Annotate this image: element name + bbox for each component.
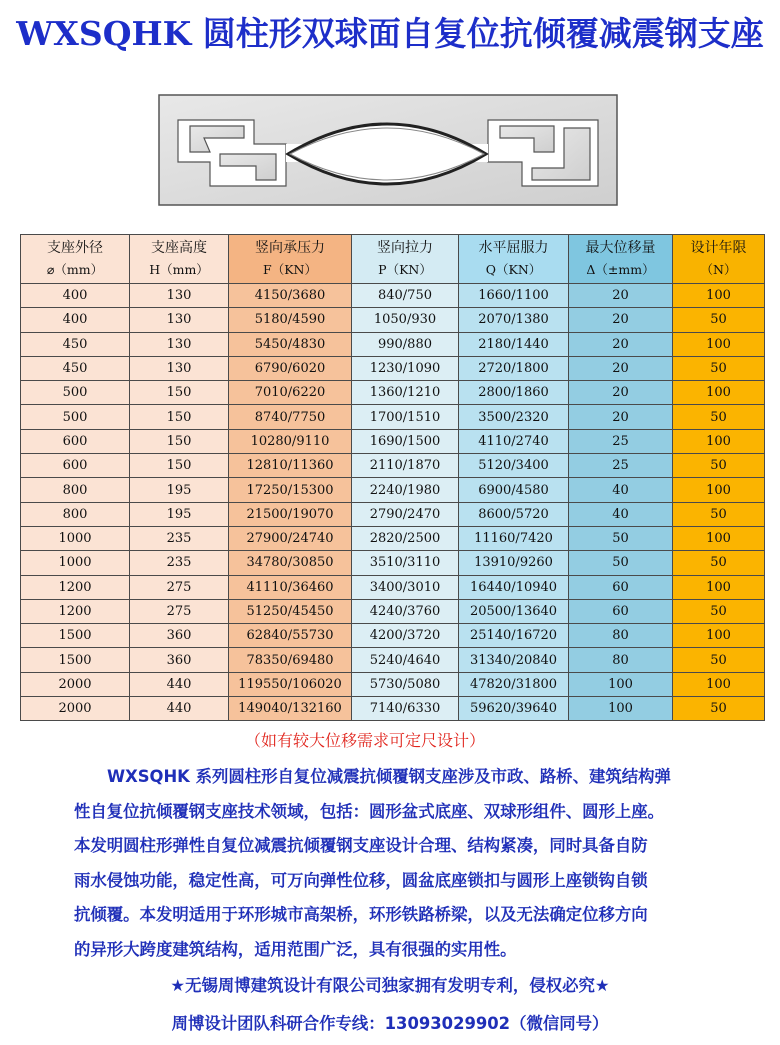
table-cell: 50 <box>673 502 765 526</box>
table-cell: 7010/6220 <box>229 381 352 405</box>
table-row <box>21 502 765 526</box>
table-cell: 50 <box>673 599 765 623</box>
table-cell: 150 <box>130 381 229 405</box>
table-cell: 450 <box>21 332 130 356</box>
product-description <box>74 760 724 967</box>
table-cell: 50 <box>673 405 765 429</box>
custom-size-note: （如有较大位移需求可定尺设计） <box>244 731 485 750</box>
table-cell: 1230/1090 <box>352 356 459 380</box>
table-cell: 20500/13640 <box>459 599 569 623</box>
table-cell: 20 <box>569 381 673 405</box>
description-line: 抗倾覆。本发明适用于环形城市高架桥，环形铁路桥梁，以及无法确定位移方向 <box>74 905 648 924</box>
description-line: 性自复位抗倾覆钢支座技术领域，包括：圆形盆式底座、双球形组件、圆形上座。 <box>74 801 665 821</box>
header-max-displacement <box>569 235 673 284</box>
header-unit: （N） <box>700 262 737 277</box>
table-row <box>21 356 765 380</box>
table-cell: 13910/9260 <box>459 551 569 575</box>
table-row <box>21 308 765 332</box>
header-label: 支座外径 <box>47 240 103 256</box>
table-cell: 40 <box>569 502 673 526</box>
table-cell: 51250/45450 <box>229 599 352 623</box>
table-cell: 16440/10940 <box>459 575 569 599</box>
table-row <box>21 332 765 356</box>
table-cell: 21500/19070 <box>229 502 352 526</box>
table-cell: 8740/7750 <box>229 405 352 429</box>
table-cell: 150 <box>130 405 229 429</box>
table-cell: 50 <box>673 308 765 332</box>
table-cell: 130 <box>130 332 229 356</box>
table-cell: 149040/132160 <box>229 697 352 721</box>
table-cell: 12810/11360 <box>229 454 352 478</box>
table-cell: 25 <box>569 429 673 453</box>
table-cell: 3500/2320 <box>459 405 569 429</box>
table-cell: 100 <box>673 332 765 356</box>
table-cell: 275 <box>130 575 229 599</box>
table-cell: 60 <box>569 575 673 599</box>
header-diameter <box>21 235 130 284</box>
table-cell: 8600/5720 <box>459 502 569 526</box>
table-cell: 50 <box>673 356 765 380</box>
table-cell: 440 <box>130 672 229 696</box>
table-cell: 1500 <box>21 624 130 648</box>
table-cell: 100 <box>673 381 765 405</box>
table-row <box>21 478 765 502</box>
table-cell: 235 <box>130 551 229 575</box>
table-cell: 20 <box>569 284 673 308</box>
table-row <box>21 454 765 478</box>
table-cell: 600 <box>21 429 130 453</box>
table-cell: 130 <box>130 356 229 380</box>
table-cell: 20 <box>569 405 673 429</box>
header-vertical-tension <box>352 235 459 284</box>
table-cell: 1660/1100 <box>459 284 569 308</box>
table-cell: 1000 <box>21 551 130 575</box>
header-unit: ⌀（mm） <box>46 262 104 277</box>
table-row <box>21 551 765 575</box>
table-cell: 62840/55730 <box>229 624 352 648</box>
table-cell: 7140/6330 <box>352 697 459 721</box>
table-cell: 10280/9110 <box>229 429 352 453</box>
table-cell: 440 <box>130 697 229 721</box>
table-cell: 4200/3720 <box>352 624 459 648</box>
table-cell: 50 <box>673 551 765 575</box>
table-cell: 100 <box>673 478 765 502</box>
table-cell: 2800/1860 <box>459 381 569 405</box>
header-label: 竖向承压力 <box>255 240 325 256</box>
table-cell: 3510/3110 <box>352 551 459 575</box>
table-cell: 47820/31800 <box>459 672 569 696</box>
table-cell: 840/750 <box>352 284 459 308</box>
table-header-row <box>21 235 765 284</box>
table-cell: 275 <box>130 599 229 623</box>
table-cell: 6790/6020 <box>229 356 352 380</box>
table-cell: 100 <box>569 672 673 696</box>
table-cell: 20 <box>569 308 673 332</box>
table-cell: 27900/24740 <box>229 526 352 550</box>
table-row <box>21 575 765 599</box>
table-cell: 800 <box>21 502 130 526</box>
header-label: 水平屈服力 <box>478 240 549 256</box>
table-row <box>21 624 765 648</box>
table-row <box>21 381 765 405</box>
table-cell: 100 <box>673 672 765 696</box>
table-cell: 990/880 <box>352 332 459 356</box>
table-cell: 2000 <box>21 697 130 721</box>
description-line: 本发明圆柱形弹性自复位减震抗倾覆钢支座设计合理、结构紧凑，同时具备自防 <box>74 836 648 855</box>
table-cell: 1050/930 <box>352 308 459 332</box>
header-horizontal-yield <box>459 235 569 284</box>
table-cell: 100 <box>673 624 765 648</box>
table-cell: 400 <box>21 284 130 308</box>
table-cell: 450 <box>21 356 130 380</box>
table-cell: 100 <box>673 429 765 453</box>
table-cell: 130 <box>130 284 229 308</box>
table-cell: 2070/1380 <box>459 308 569 332</box>
table-row <box>21 672 765 696</box>
header-unit: P（KN） <box>378 262 432 277</box>
table-cell: 80 <box>569 624 673 648</box>
table-row <box>21 405 765 429</box>
table-cell: 2180/1440 <box>459 332 569 356</box>
header-height <box>130 235 229 284</box>
table-row <box>21 526 765 550</box>
table-cell: 4150/3680 <box>229 284 352 308</box>
table-cell: 130 <box>130 308 229 332</box>
table-cell: 235 <box>130 526 229 550</box>
table-cell: 800 <box>21 478 130 502</box>
table-cell: 600 <box>21 454 130 478</box>
header-vertical-bearing <box>229 235 352 284</box>
table-cell: 400 <box>21 308 130 332</box>
patent-notice: ★无锡周博建筑设计有限公司独家拥有发明专利，侵权必究★ <box>170 976 610 995</box>
table-cell: 31340/20840 <box>459 648 569 672</box>
table-cell: 20 <box>569 356 673 380</box>
table-cell: 100 <box>673 575 765 599</box>
table-cell: 100 <box>673 284 765 308</box>
table-cell: 500 <box>21 405 130 429</box>
table-cell: 5730/5080 <box>352 672 459 696</box>
table-cell: 50 <box>673 697 765 721</box>
table-cell: 1500 <box>21 648 130 672</box>
specification-table <box>20 234 765 721</box>
header-unit: Q（KN） <box>485 262 542 277</box>
table-cell: 50 <box>673 454 765 478</box>
table-cell: 2790/2470 <box>352 502 459 526</box>
table-cell: 100 <box>569 697 673 721</box>
table-cell: 50 <box>673 648 765 672</box>
table-cell: 50 <box>569 526 673 550</box>
table-cell: 360 <box>130 648 229 672</box>
table-cell: 40 <box>569 478 673 502</box>
table-cell: 2000 <box>21 672 130 696</box>
table-cell: 2110/1870 <box>352 454 459 478</box>
header-unit: F（KN） <box>263 262 317 277</box>
bearing-cross-section-diagram <box>158 94 618 206</box>
header-unit: H（mm） <box>149 262 209 277</box>
header-label: 设计年限 <box>690 240 747 256</box>
header-design-life <box>673 235 765 284</box>
table-row <box>21 648 765 672</box>
table-cell: 500 <box>21 381 130 405</box>
table-cell: 119550/106020 <box>229 672 352 696</box>
table-cell: 78350/69480 <box>229 648 352 672</box>
header-label: 支座高度 <box>151 240 207 256</box>
header-label: 最大位移量 <box>585 240 656 256</box>
table-cell: 1360/1210 <box>352 381 459 405</box>
table-cell: 1000 <box>21 526 130 550</box>
table-cell: 2820/2500 <box>352 526 459 550</box>
header-unit: Δ（±mm） <box>586 262 655 277</box>
table-cell: 59620/39640 <box>459 697 569 721</box>
table-cell: 5450/4830 <box>229 332 352 356</box>
table-cell: 195 <box>130 478 229 502</box>
table-cell: 25 <box>569 454 673 478</box>
table-body <box>21 284 765 721</box>
table-cell: 25140/16720 <box>459 624 569 648</box>
table-cell: 100 <box>673 526 765 550</box>
table-cell: 11160/7420 <box>459 526 569 550</box>
table-cell: 3400/3010 <box>352 575 459 599</box>
table-cell: 60 <box>569 599 673 623</box>
table-cell: 5240/4640 <box>352 648 459 672</box>
table-cell: 5180/4590 <box>229 308 352 332</box>
table-cell: 4240/3760 <box>352 599 459 623</box>
table-cell: 6900/4580 <box>459 478 569 502</box>
table-cell: 360 <box>130 624 229 648</box>
description-line: WXSQHK 系列圆柱形自复位减震抗倾覆钢支座涉及市政、路桥、建筑结构弹 <box>107 767 671 786</box>
table-row <box>21 429 765 453</box>
table-cell: 1690/1500 <box>352 429 459 453</box>
page-title <box>0 6 780 66</box>
table-row <box>21 697 765 721</box>
table-cell: 195 <box>130 502 229 526</box>
table-cell: 2720/1800 <box>459 356 569 380</box>
description-line: 雨水侵蚀功能，稳定性高，可万向弹性位移，圆盆底座锁扣与圆形上座锁钩自锁 <box>74 870 648 890</box>
table-row <box>21 599 765 623</box>
table-cell: 80 <box>569 648 673 672</box>
table-cell: 150 <box>130 429 229 453</box>
table-cell: 2240/1980 <box>352 478 459 502</box>
table-cell: 5120/3400 <box>459 454 569 478</box>
table-cell: 4110/2740 <box>459 429 569 453</box>
page-title-text: WXSQHK 圆柱形双球面自复位抗倾覆减震钢支座 <box>16 14 764 53</box>
table-cell: 20 <box>569 332 673 356</box>
header-label: 竖向拉力 <box>377 240 433 256</box>
table-cell: 41110/36460 <box>229 575 352 599</box>
description-line: 的异形大跨度建筑结构，适用范围广泛，具有很强的实用性。 <box>74 939 517 959</box>
table-cell: 1200 <box>21 575 130 599</box>
table-cell: 34780/30850 <box>229 551 352 575</box>
table-cell: 1200 <box>21 599 130 623</box>
table-row <box>21 284 765 308</box>
table-cell: 50 <box>569 551 673 575</box>
table-cell: 17250/15300 <box>229 478 352 502</box>
table-cell: 1700/1510 <box>352 405 459 429</box>
table-cell: 150 <box>130 454 229 478</box>
contact-line: 周博设计团队科研合作专线：13093029902（微信同号） <box>171 1014 609 1033</box>
